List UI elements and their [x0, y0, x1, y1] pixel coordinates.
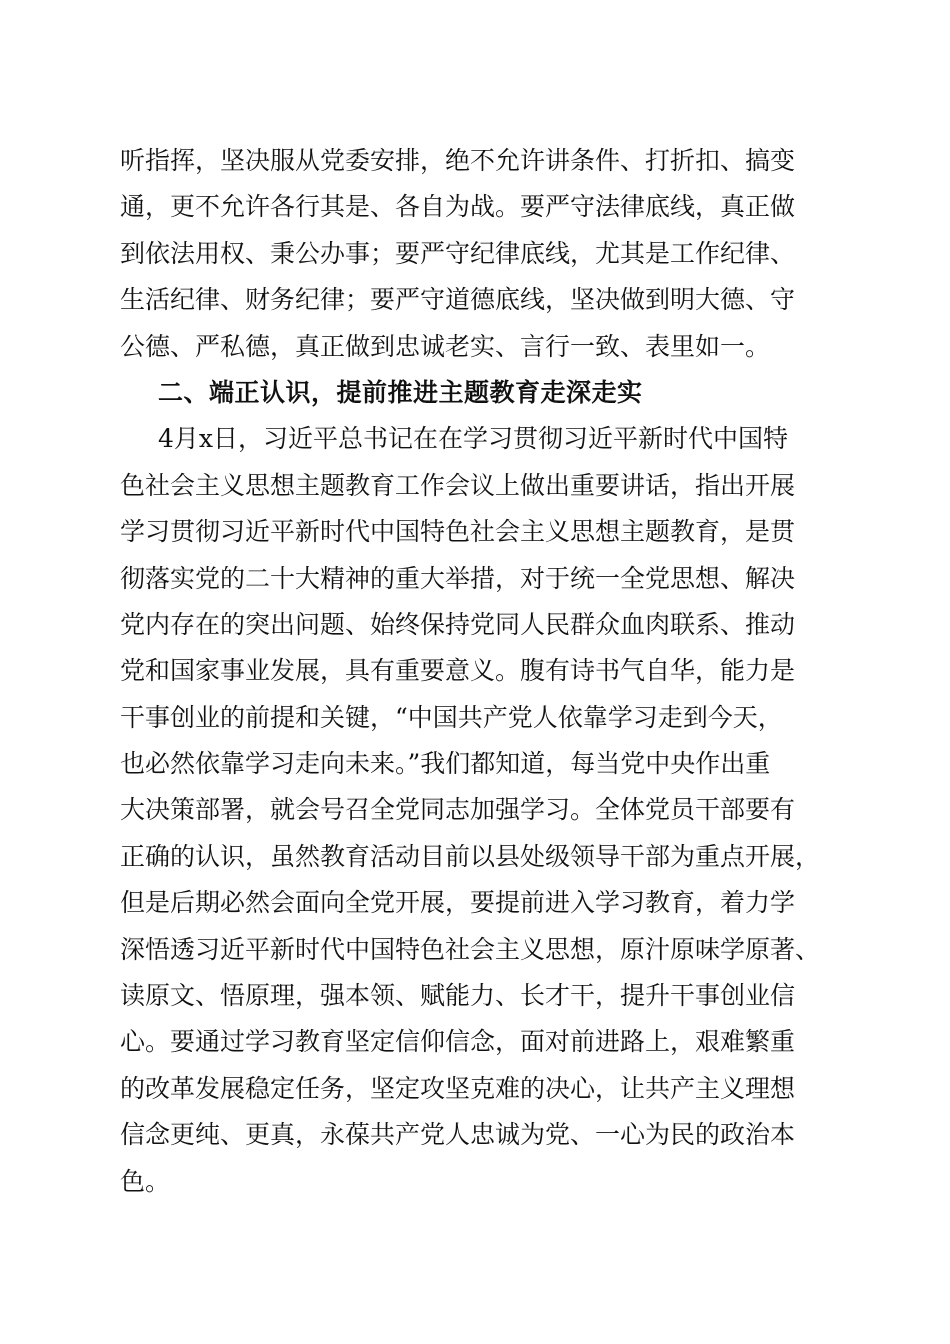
text-line: 干事创业的前提和关键，“中国共产党人依靠学习走到今天，: [120, 702, 783, 732]
text-line: 色社会主义思想主题教育工作会议上做出重要讲话，指出开展: [120, 470, 796, 500]
text-line: 读原文、悟原理，强本领、赋能力、长才干，提升干事创业信: [120, 981, 796, 1011]
section-heading: 二、端正认识，提前推进主题教育走深走实: [158, 377, 643, 407]
text-line: 生活纪律、财务纪律；要严守道德底线，坚决做到明大德、守: [120, 285, 796, 315]
text-line: 4月x日，习近平总书记在在学习贯彻习近平新时代中国特: [158, 424, 789, 454]
text-line: 信念更纯、更真，永葆共产党人忠诚为党、一心为民的政治本: [120, 1120, 796, 1150]
text-line: 正确的认识，虽然教育活动目前以县处级领导干部为重点开展，: [120, 841, 821, 871]
text-line: 听指挥，坚决服从党委安排，绝不允许讲条件、打折扣、搞变: [120, 146, 796, 175]
text-line: 公德、严私德，真正做到忠诚老实、言行一致、表里如一。: [120, 331, 771, 361]
text-line: 到依法用权、秉公办事；要严守纪律底线，尤其是工作纪律、: [120, 238, 796, 268]
text-line: 色。: [120, 1166, 171, 1196]
text-line: 深悟透习近平新时代中国特色社会主义思想，原汁原味学原著、: [120, 934, 821, 964]
text-line: 学习贯彻习近平新时代中国特色社会主义思想主题教育，是贯: [120, 517, 796, 547]
text-line: 党内存在的突出问题、始终保持党同人民群众血肉联系、推动: [120, 609, 796, 639]
text-line: 的改革发展稳定任务，坚定攻坚克难的决心，让共产主义理想: [120, 1073, 796, 1103]
text-line: 也必然依靠学习走向未来。”我们都知道，每当党中央作出重: [120, 749, 771, 779]
text-line: 心。要通过学习教育坚定信仰信念，面对前进路上，艰难繁重: [120, 1027, 796, 1057]
text-line: 大决策部署，就会号召全党同志加强学习。全体党员干部要有: [120, 795, 796, 825]
text-line: 通，更不允许各行其是、各自为战。要严守法律底线，真正做: [120, 192, 796, 222]
text-line: 党和国家事业发展，具有重要意义。腹有诗书气自华，能力是: [120, 656, 796, 686]
text-line: 但是后期必然会面向全党开展，要提前进入学习教育，着力学: [120, 888, 796, 918]
document-body: [120, 138, 840, 1205]
text-line: 彻落实党的二十大精神的重大举措，对于统一全党思想、解决: [120, 563, 796, 593]
